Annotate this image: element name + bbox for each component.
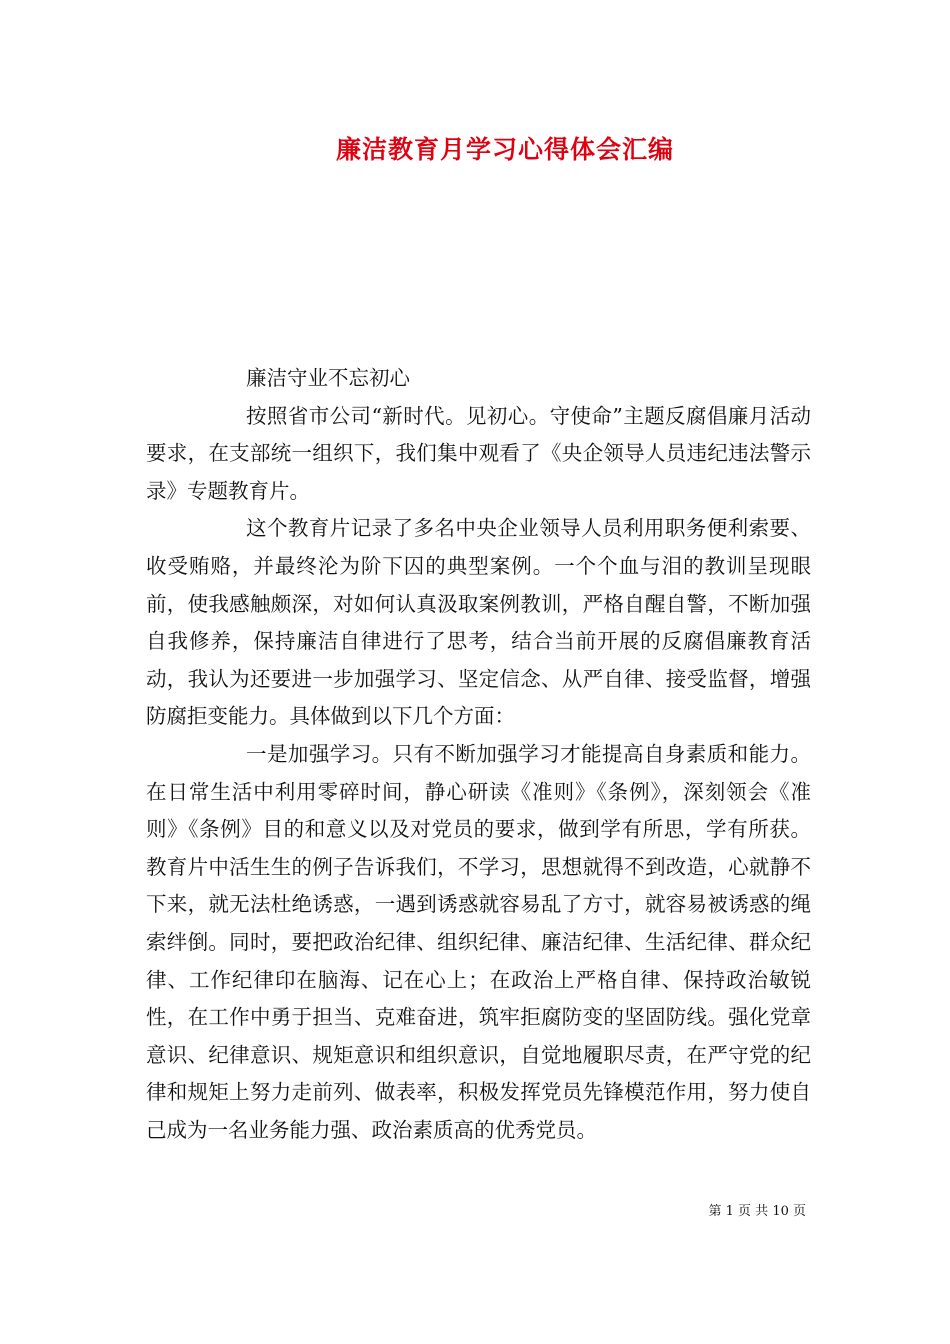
paragraph-subtitle: 廉洁守业不忘初心 <box>246 366 410 390</box>
page-number-footer: 第 1 页 共 10 页 <box>708 1204 806 1219</box>
paragraph-point-one: 一是加强学习。只有不断加强学习才能提高自身素质和能力。在日常生活中利用零碎时间，静心研读《准则》《条例》，深刻领会《准则》《条例》目的和意义以及对党员的要求，做到学有所思，学有所获。教育片中活生生的例子告诉我们，不学习，思想就得不到改造，心就静不下来，就无法杜绝诱惑，一遇到诱惑就容易乱了方寸，就容易被诱惑的绳索绊倒。同时，要把政治纪律、组织纪律、廉洁纪律、生活纪律、群众纪律、工作纪律印在脑海、记在心上；在政治上严格自律、保持政治敏锐性，在工作中勇于担当、克难奋进，筑牢拒腐防变的坚固防线。强化党章意识、纪律意识、规矩意识和组织意识，自觉地履职尽责，在严守党的纪律和规矩上努力走前列、做表率，积极发挥党员先锋模范作用，努力使自己成为一名业务能力强、政治素质高的优秀党员。 <box>146 741 811 1142</box>
paragraph-reflection: 这个教育片记录了多名中央企业领导人员利用职务便利索要、收受贿赂，并最终沦为阶下囚的典型案例。一个个血与泪的教训呈现眼前，使我感触颇深，对如何认真汲取案例教训，严格自醒自警，不断加强自我修养，保持廉洁自律进行了思考，结合当前开展的反腐倡廉教育活动，我认为还要进一步加强学习、坚定信念、从严自律、接受监督，增强防腐拒变能力。具体做到以下几个方面： <box>146 516 811 729</box>
paragraph-intro: 按照省市公司“新时代。见初心。守使命”主题反腐倡廉月活动要求，在支部统一组织下，我们集中观看了《央企领导人员违纪违法警示录》专题教育片。 <box>146 403 811 503</box>
document-body <box>146 360 811 1149</box>
document-title: 廉洁教育月学习心得体会汇编 <box>335 135 674 164</box>
